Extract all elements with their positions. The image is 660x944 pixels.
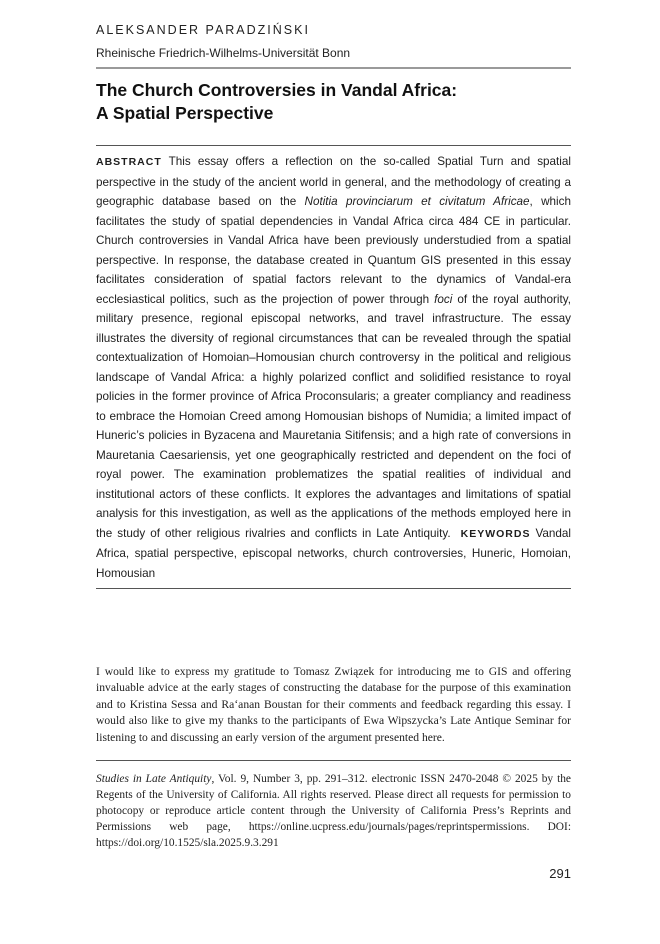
- article-title-line-1: The Church Controversies in Vandal Africa:: [96, 80, 458, 100]
- citation-note: [96, 771, 571, 851]
- page-number: 291: [549, 866, 571, 881]
- abstract-text-part-3: of the royal authority, military presence, regional episcopal networks, and travel infrastructure. The essay illustrates the diversity of regional circumstances that can be revealed through the spatial contextualization of Homoian–Homousian church controversy in the political and religious landscape of Vandal Africa: a highly polarized conflict and solidified resistance to royal policies in the former province of Africa Proconsularis; a greater compliancy and readiness to embrace the Homoian Creed among Homousian bishops of Numidia; a limited impact of Huneric’s policies in Byzacena and Mauretania Sitifensis; and a high rate of conversions in Mauretania Caesariensis, yet one geographically restricted and dependent on the foci of royal power. The examination problematizes the spatial realities of individual and institutional actors of these conflicts. It explores the advantages and limitations of spatial analysis for this investigation, as well as the applications of the methods employed here in the study of other religious rivalries and conflicts in Late Antiquity.: [96, 292, 571, 540]
- keywords-label: KEYWORDS: [460, 527, 531, 540]
- journal-name: Studies in Late Antiquity: [96, 773, 212, 785]
- article-title: [96, 79, 571, 125]
- abstract-text-part-2: , which facilitates the study of spatial dependencies in Vandal Africa circa 484 CE in particular. Church controversies in Vandal Africa have been previously understudied from a spatial perspective. In response, the database created in Quantum GIS presented in this essay facilitates consideration of spatial factors relevant to the dynamics of Vandal-era ecclesiastical politics, such as the projection of power through: [96, 195, 571, 306]
- abstract-text-part-1: This essay offers a reflection on the so-called Spatial Turn and spatial perspective in the study of the ancient world in general, and the methodology of creating a geographic database based on the: [96, 155, 571, 208]
- abstract-italic-foci: foci: [434, 292, 453, 306]
- abstract-block: [96, 152, 571, 583]
- footnote-divider: [96, 760, 571, 761]
- article-title-line-2: A Spatial Perspective: [96, 103, 274, 123]
- abstract-bottom-divider: [96, 588, 571, 589]
- author-name: ALEKSANDER PARADZIŃSKI: [96, 23, 310, 37]
- abstract-label: ABSTRACT: [96, 156, 162, 168]
- abstract-italic-title: Notitia provinciarum et civitatum Africae: [304, 195, 530, 208]
- acknowledgement-note: I would like to express my gratitude to Tomasz Związek for introducing me to GIS and offering invaluable advice at the early stages of constructing the database for the purpose of this examination and to Kristina Sessa and Ra‘anan Boustan for their comments and feedback regarding this essay. I would also like to give my thanks to the participants of Ewa Wipszycka’s Late Antique Seminar for listening to and discussing an early version of the argument presented here.: [96, 665, 571, 744]
- keywords-text: Vandal Africa, spatial perspective, episcopal networks, church controversies, Huneric, Homoian, Homousian: [96, 526, 572, 580]
- abstract-top-divider: [96, 145, 571, 146]
- author-affiliation: Rheinische Friedrich-Wilhelms-Universität Bonn: [96, 46, 351, 60]
- header-divider: [96, 67, 571, 69]
- citation-text: , Vol. 9, Number 3, pp. 291–312. electronic ISSN 2470-2048 © 2025 by the Regents of the University of California. All rights reserved. Please direct all requests for permission to photocopy or reproduce article content through the University of California Press’s Reprints and Permissions web page, https://online.ucpress.edu/journals/pages/reprintspermissions. DOI: https://doi.org/10.1525/sla.2025.9.3.291: [96, 773, 571, 849]
